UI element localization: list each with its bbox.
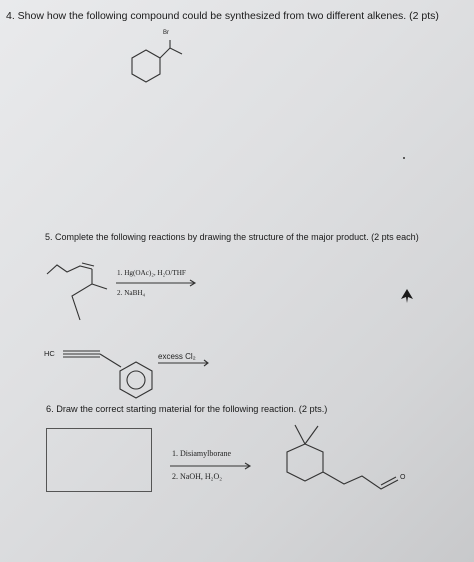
q6-reaction-arrow xyxy=(170,463,250,469)
q6-methyl-1 xyxy=(295,425,305,444)
q5-benzene-ring xyxy=(120,362,152,398)
q6-cyclohexane-ring xyxy=(287,444,323,481)
q5-alkene-chain xyxy=(47,265,92,274)
question-4-text: 4. Show how the following compound could be synthesized from two different alkenes. (2 pts) xyxy=(6,10,439,22)
q5-reagent-step1: 1. Hg(OAc)₂, H₂O/THF xyxy=(117,269,186,277)
q6-product-structure xyxy=(287,425,398,489)
q6-answer-box[interactable] xyxy=(46,428,152,492)
q6-carbonyl-double-bond xyxy=(381,477,396,485)
q6-oxygen-label: O xyxy=(400,474,406,481)
q5-methyl-branch xyxy=(92,284,107,289)
q5-linker-bond xyxy=(100,354,121,367)
q4-cyclohexane-ring xyxy=(132,50,160,82)
q5-benzene-aromatic-circle xyxy=(127,371,145,389)
arrow-cursor-icon xyxy=(401,289,413,303)
q6-aldehyde-chain xyxy=(323,472,398,489)
q5-reagent-step2: 2. NaBH₄ xyxy=(117,289,146,297)
q6-reagent-step1: 1. Disiamylborane xyxy=(172,449,232,458)
q6-methyl-2 xyxy=(305,426,318,444)
q4-bromine-label: Br xyxy=(163,30,169,36)
q5-excess-cl2-label: excess Cl₂ xyxy=(158,352,196,361)
q5-alkene-substrate-structure xyxy=(47,263,107,320)
q5-double-bond-line xyxy=(82,263,94,266)
q4-cyclohexyl-bromide-structure xyxy=(132,40,182,82)
q5-hc-label: HC xyxy=(44,349,55,358)
question-6-text: 6. Draw the correct starting material for the following reaction. (2 pts.) xyxy=(46,404,328,414)
question-5-text: 5. Complete the following reactions by drawing the structure of the major product. (2 pts each) xyxy=(45,232,419,242)
q6-reagent-step2: 2. NaOH, H₂O₂ xyxy=(172,472,223,481)
stray-mark xyxy=(403,157,405,159)
q5-reaction1-arrow xyxy=(116,280,195,286)
q5-alkyne-benzene-structure xyxy=(63,351,152,398)
q4-side-chain xyxy=(160,48,182,58)
q5-branch-chain xyxy=(72,269,92,320)
